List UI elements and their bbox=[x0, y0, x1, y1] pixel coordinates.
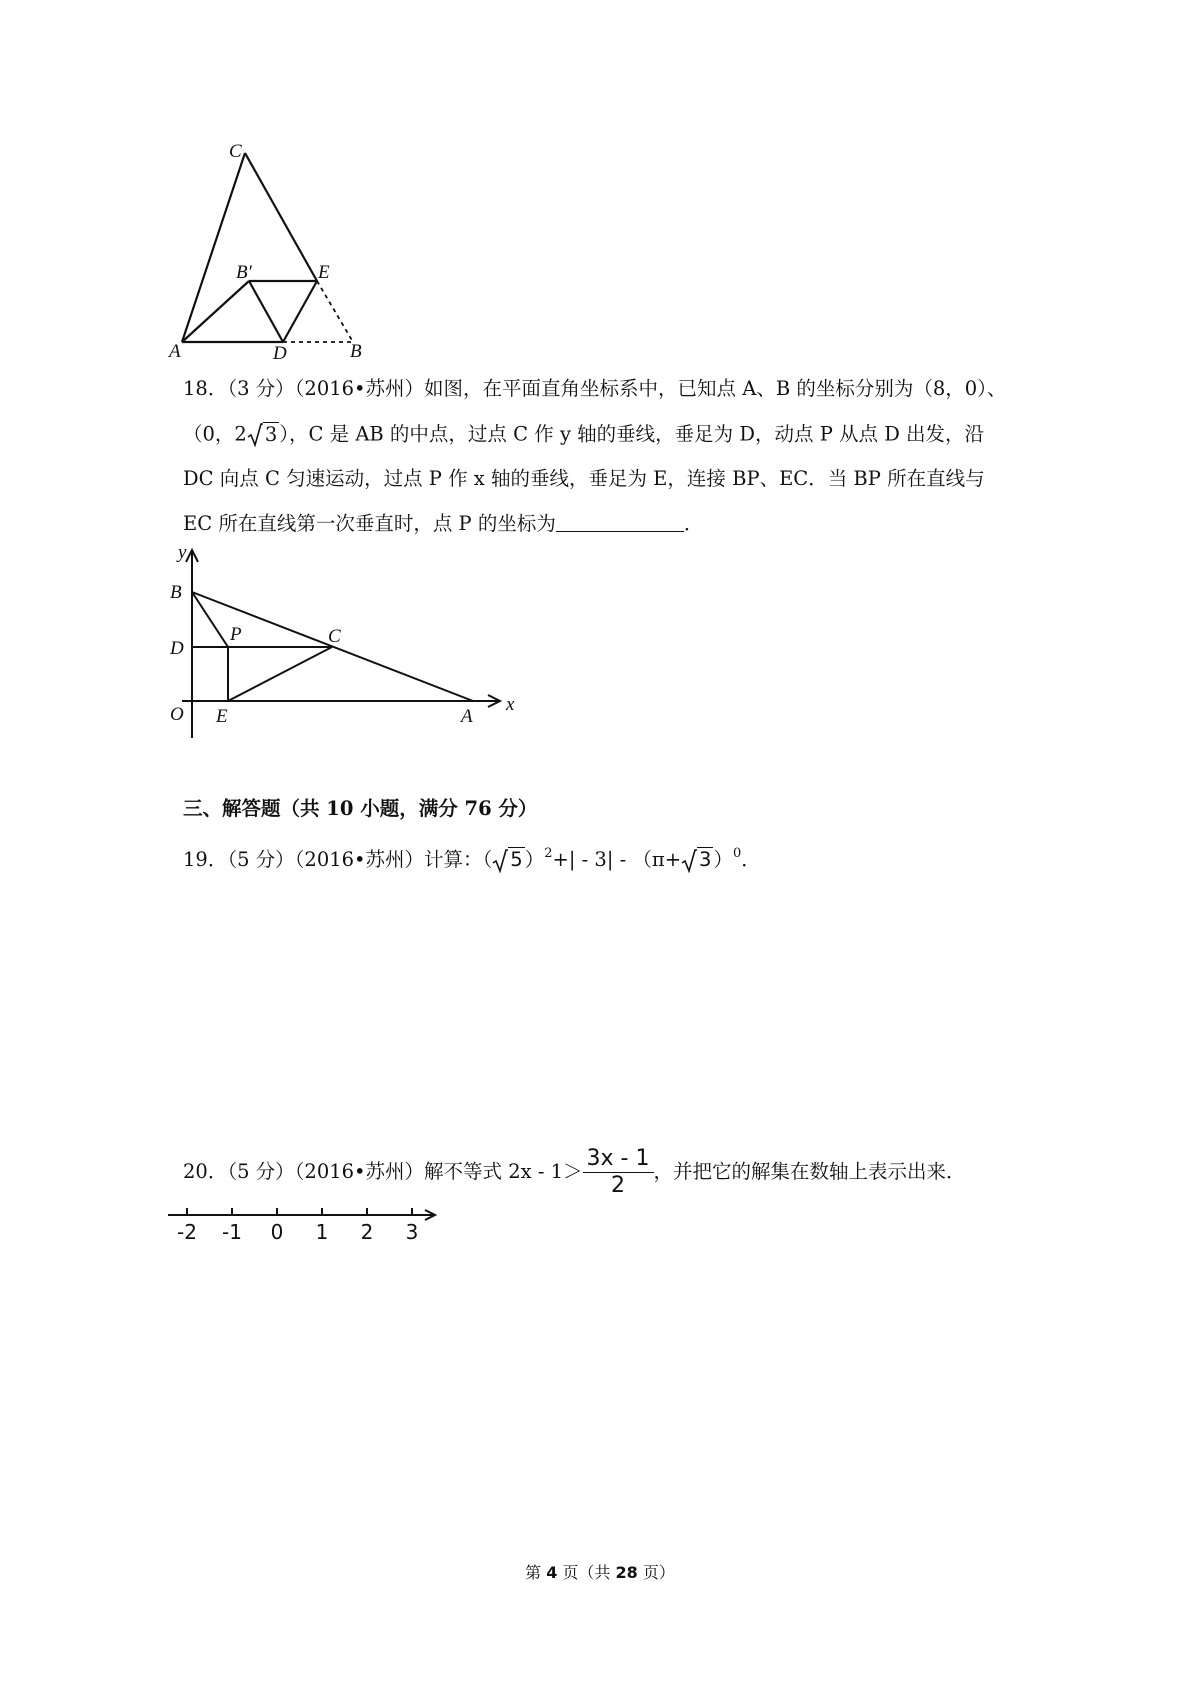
segment-EC bbox=[228, 647, 332, 701]
figure-q18-coordinate-plane bbox=[160, 538, 530, 748]
q19-suffix: ． bbox=[741, 848, 761, 871]
number-line-label: 0 bbox=[270, 1220, 284, 1244]
q20-fraction-numerator: 3x - 1 bbox=[583, 1146, 654, 1173]
q19-radicand-2: 3 bbox=[699, 848, 712, 871]
sqrt-symbol bbox=[247, 422, 263, 448]
q19-line bbox=[183, 842, 761, 874]
label-P: P bbox=[230, 624, 242, 645]
number-line-label: -2 bbox=[177, 1220, 197, 1244]
footer-page-number: 4 bbox=[546, 1563, 558, 1582]
q20-fraction-denominator: 2 bbox=[611, 1173, 626, 1198]
q18-line-4-a: EC 所在直线第一次垂直时，点 P 的坐标为 bbox=[183, 512, 556, 535]
page-footer bbox=[0, 1560, 1200, 1583]
footer-mid: 页（共 bbox=[562, 1563, 611, 1582]
label-y: y bbox=[178, 542, 187, 563]
q18-line-3: DC 向点 C 匀速运动，过点 P 作 x 轴的垂线，垂足为 E，连接 BP、EC．当 BP 所在直线与 bbox=[183, 467, 985, 490]
q18-line-1: 18．（3 分）（2016•苏州）如图，在平面直角坐标系中，已知点 A、B 的坐标分别为（8，0）、 bbox=[183, 377, 1007, 400]
number-line-label: 2 bbox=[360, 1220, 374, 1244]
number-line bbox=[165, 1205, 445, 1255]
q20-line bbox=[183, 1146, 966, 1199]
label-C: C bbox=[328, 626, 341, 647]
label-A: A bbox=[169, 341, 181, 362]
q18-radicand: 3 bbox=[264, 422, 278, 446]
q19-exponent-2: 0 bbox=[732, 846, 742, 861]
q20-suffix: ，并把它的解集在数轴上表示出来． bbox=[653, 1160, 966, 1183]
q18-line-2-b: ），C 是 AB 的中点，过点 C 作 y 轴的垂线，垂足为 D，动点 P 从点 D 出发，沿 bbox=[279, 422, 985, 446]
number-line-label: 3 bbox=[405, 1220, 419, 1244]
figure-q17-triangle bbox=[165, 135, 385, 365]
sqrt-symbol bbox=[492, 848, 508, 874]
number-line-label: -1 bbox=[222, 1220, 242, 1244]
footer-total-pages: 28 bbox=[615, 1563, 638, 1582]
label-B: B bbox=[170, 582, 182, 603]
label-E: E bbox=[318, 262, 330, 283]
q18-line-4 bbox=[183, 512, 703, 536]
label-C: C bbox=[229, 141, 242, 162]
segment-CE bbox=[245, 153, 317, 281]
q19-radicand-1: 5 bbox=[510, 848, 523, 871]
sqrt-symbol bbox=[681, 848, 697, 874]
q18-line-2-a: （0，2 bbox=[183, 422, 247, 446]
label-E: E bbox=[216, 706, 228, 727]
segment-BP bbox=[192, 592, 228, 647]
q19-mid-2: +| - 3| - （π+ bbox=[552, 848, 682, 871]
label-D: D bbox=[273, 343, 287, 364]
footer-pre: 第 bbox=[525, 1563, 542, 1582]
dashed-segment-EB bbox=[317, 281, 353, 342]
segment-DE bbox=[283, 281, 317, 342]
q18-line-4-b: ． bbox=[683, 512, 704, 535]
q19-mid-1: ） bbox=[524, 848, 545, 871]
label-x: x bbox=[506, 694, 515, 715]
q20-prefix: 20．（5 分）（2016•苏州）解不等式 2x - 1＞ bbox=[183, 1160, 583, 1183]
footer-post: 页） bbox=[642, 1563, 675, 1582]
label-A: A bbox=[461, 706, 473, 727]
number-line-label: 1 bbox=[315, 1220, 329, 1244]
label-D: D bbox=[170, 638, 184, 659]
q19-exponent-1: 2 bbox=[544, 846, 553, 861]
q19-prefix: 19．（5 分）（2016•苏州）计算：（ bbox=[183, 848, 493, 871]
q19-mid-3: ） bbox=[713, 848, 733, 871]
label-B-prime: B′ bbox=[236, 262, 252, 283]
label-B: B bbox=[350, 341, 362, 362]
section-heading: 三、解答题（共 10 小题，满分 76 分） bbox=[183, 797, 538, 820]
segment-B-prime-D bbox=[249, 281, 283, 342]
q18-line-2 bbox=[183, 422, 984, 448]
answer-blank[interactable] bbox=[556, 513, 684, 532]
label-O: O bbox=[170, 704, 184, 725]
q20-fraction bbox=[583, 1146, 654, 1199]
